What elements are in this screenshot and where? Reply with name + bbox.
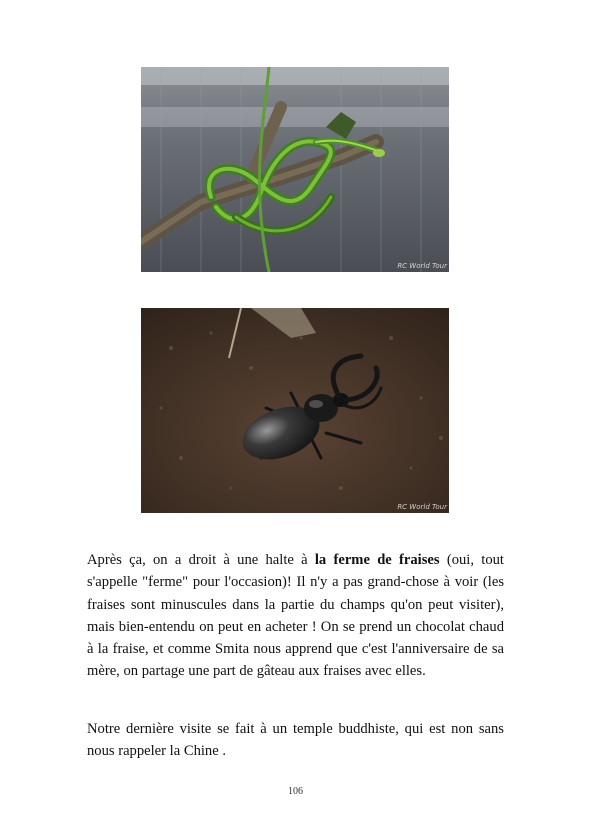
paragraph-text-start: Après ça, on a droit à une halte à: [87, 552, 315, 568]
paragraph-text-end: (oui, tout s'appelle "ferme" pour l'occasion)! Il n'y a pas grand-chose à voir (les fraises sont minuscules dans la partie du champs qu'on peut visiter), mais bien-entendu on peut en acheter ! On se prend un chocolat chaud à la fraise, et comme Smita nous apprend que c'est l'anniversaire de sa mère, on partage une part de gâteau aux fraises avec elles.: [87, 552, 504, 680]
paragraph-strawberry-farm: [87, 549, 504, 683]
beetle-photo: [141, 308, 449, 513]
paragraph-temple-visit: Notre dernière visite se fait à un temple buddhiste, qui est non sans nous rappeler la Chine .: [87, 721, 504, 760]
snake-photo: [141, 67, 449, 272]
snake-photo-graphic: [141, 67, 449, 272]
strawberry-farm-name: la ferme de fraises: [314, 552, 440, 568]
photo-watermark: RC World Tour: [397, 503, 447, 511]
photo-watermark: RC World Tour: [397, 262, 447, 270]
page-number: 106: [288, 786, 303, 797]
beetle-photo-graphic: [141, 308, 449, 513]
